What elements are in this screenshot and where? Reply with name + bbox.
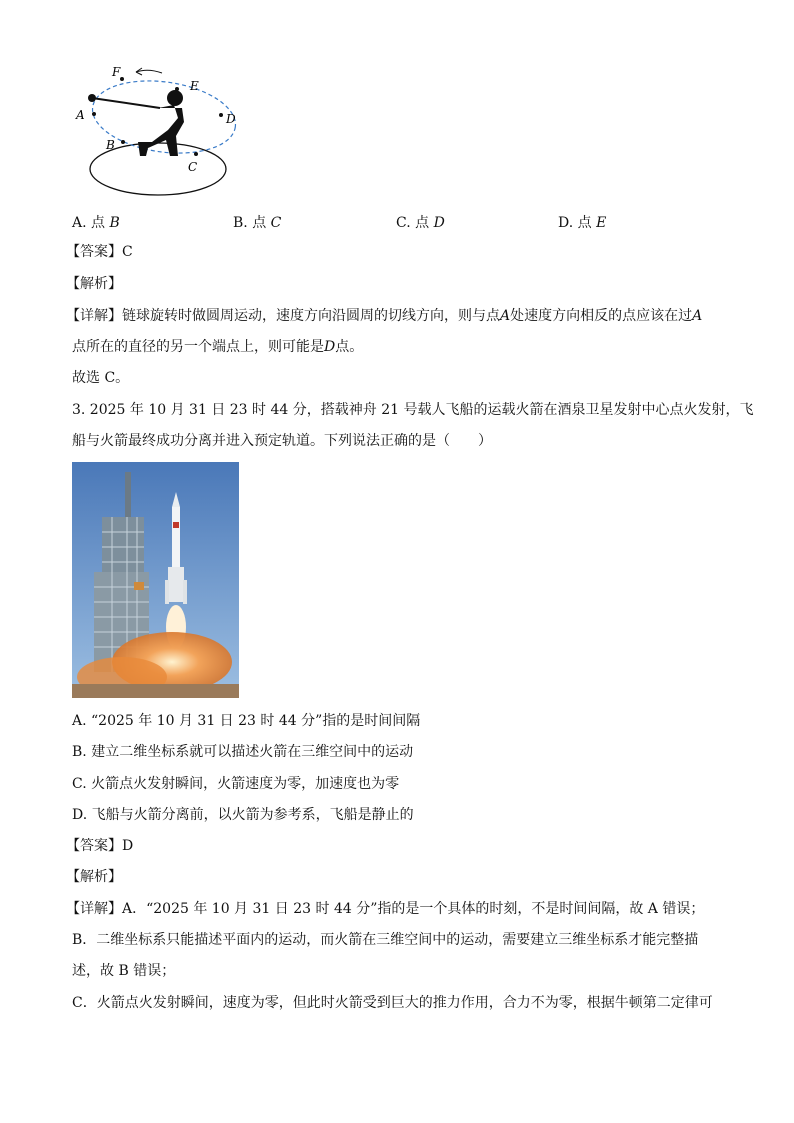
rocket-launch-photo [72,462,239,698]
q3-option-c: C. 火箭点火发射瞬间，火箭速度为零，加速度也为零 [72,776,400,792]
q2-detail-line1: 【详解】链球旋转时做圆周运动，速度方向沿圆周的切线方向，则与点A处速度方向相反的点应该在过A [66,308,703,324]
point-label-E: E [190,79,199,93]
point-label-D: D [226,112,236,126]
q3-option-d: D. 飞船与火箭分离前，以火箭为参考系，飞船是静止的 [72,807,414,823]
point-label-A: A [76,108,85,122]
q3-analysis-label: 【解析】 [66,869,122,885]
q3-detail-b-line2: 述，故 B 错误； [72,963,176,979]
q2-answer: 【答案】C [66,244,133,260]
q3-answer: 【答案】D [66,838,134,854]
point-label-B: B [106,138,115,152]
q3-detail-b-line1: B．二维坐标系只能描述平面内的运动，而火箭在三维空间中的运动，需要建立三维坐标系才能完整描 [72,932,699,948]
hammer-throw-figure [78,60,248,200]
q2-option-c: C. 点 D [396,215,445,231]
q3-detail-c-line1: C．火箭点火发射瞬间，速度为零，但此时火箭受到巨大的推力作用，合力不为零，根据牛顿第二定律可 [72,995,713,1011]
q2-option-a: A. 点 B [72,215,120,231]
q2-option-d: D. 点 E [558,215,607,231]
q2-option-b: B. 点 C [233,215,282,231]
q2-conclusion: 故选 C。 [72,370,130,386]
point-label-C: C [188,160,198,174]
q3-detail-a: 【详解】A．“2025 年 10 月 31 日 23 时 44 分”指的是一个具体的时刻，不是时间间隔，故 A 错误； [66,901,705,917]
q3-option-b: B. 建立二维坐标系就可以描述火箭在三维空间中的运动 [72,744,414,760]
q3-stem-line1: 3. 2025 年 10 月 31 日 23 时 44 分，搭载神舟 21 号载人飞船的运载火箭在酒泉卫星发射中心点火发射，飞 [72,402,754,418]
q2-detail-line2: 点所在的直径的另一个端点上，则可能是D点。 [72,339,364,355]
q3-option-a: A. “2025 年 10 月 31 日 23 时 44 分”指的是时间间隔 [72,713,421,729]
point-label-F: F [112,65,121,79]
q2-analysis-label: 【解析】 [66,276,122,292]
q3-stem-line2: 船与火箭最终成功分离并进入预定轨道。下列说法正确的是（ ） [72,433,492,449]
